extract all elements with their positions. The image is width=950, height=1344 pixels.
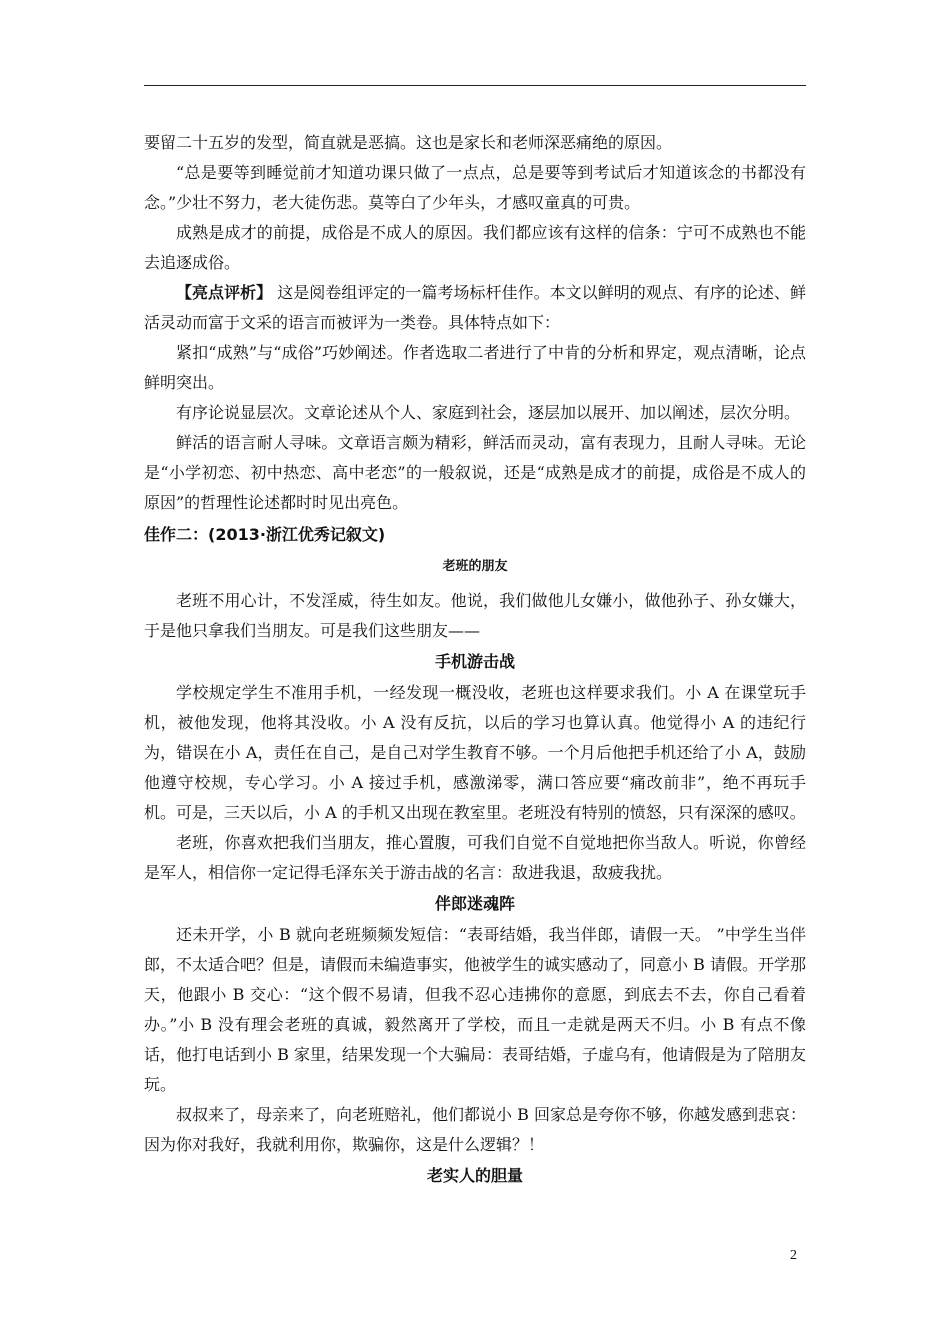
page-number: 2 bbox=[790, 1248, 797, 1263]
section-title: 手机游击战 bbox=[434, 652, 515, 671]
paragraph: 成熟是成才的前提，成俗是不成人的原因。我们都应该有这样的信条：宁可不成熟也不能去追逐成俗。 bbox=[144, 223, 806, 272]
document-body bbox=[144, 128, 806, 1192]
section-paragraph: 学校规定学生不准用手机，一经发现一概没收，老班也这样要求我们。小 A 在课堂玩手机，被他发现，他将其没收。小 A 没有反抗，以后的学习也算认真。他觉得小 A 的违纪行为，错误在小 A，责任在自己，是自己对学生教育不够。一个月后他把手机还给了小 A，鼓励他遵守校规，专心学习。小 A 接过手机，感激涕零，满口答应要“痛改前非”，绝不再玩手机。可是，三天以后，小 A 的手机又出现在教室里。老班没有特别的愤怒，只有深深的感叹。 bbox=[144, 683, 806, 822]
review-point: 有序论说显层次。文章论述从个人、家庭到社会，逐层加以展开、加以阐述，层次分明。 bbox=[176, 403, 801, 422]
section-title: 老实人的胆量 bbox=[426, 1166, 523, 1185]
section-paragraph: 还未开学，小 B 就向老班频频发短信：“表哥结婚，我当伴郎，请假一天。 ”中学生当伴郎，不太适合吧？但是，请假而未编造事实，他被学生的诚实感动了，同意小 B 请假。开学那天，他跟小 B 交心：“这个假不易请，但我不忍心违拂你的意愿，到底去不去，你自己看着办。”小 B 没有理会老班的真诚，毅然离开了学校，而且一走就是两天不归。小 B 有点不像话，他打电话到小 B 家里，结果发现一个大骗局：表哥结婚，子虚乌有，他请假是为了陪朋友玩。 bbox=[144, 925, 806, 1094]
review-label: 【亮点评析】 bbox=[176, 283, 273, 302]
review-text: 这是阅卷组评定的一篇考场标杆佳作。本文以鲜明的观点、有序的论述、鲜活灵动而富于文采的语言而被评为一类卷。具体特点如下： bbox=[144, 283, 806, 332]
review-paragraph bbox=[144, 278, 806, 338]
section-paragraph: 叔叔来了，母亲来了，向老班赔礼，他们都说小 B 回家总是夸你不够，你越发感到悲哀：因为你对我好，我就利用你，欺骗你，这是什么逻辑？！ bbox=[144, 1105, 806, 1154]
paragraph: “总是要等到睡觉前才知道功课只做了一点点，总是要等到考试后才知道该念的书都没有念。”少壮不努力，老大徒伤悲。莫等白了少年头，才感叹童真的可贵。 bbox=[144, 163, 806, 212]
essay-title: 老班的朋友 bbox=[442, 559, 508, 574]
paragraph: 要留二十五岁的发型，简直就是恶搞。这也是家长和老师深恶痛绝的原因。 bbox=[144, 133, 673, 152]
review-point: 鲜活的语言耐人寻味。文章语言颇为精彩，鲜活而灵动，富有表现力，且耐人寻味。无论是“小学初恋、初中热恋、高中老恋”的一般叙说，还是“成熟是成才的前提，成俗是不成人的原因”的哲理性论述都时时见出亮色。 bbox=[144, 433, 806, 512]
header-rule bbox=[144, 85, 806, 86]
review-point: 紧扣“成熟”与“成俗”巧妙阐述。作者选取二者进行了中肯的分析和界定，观点清晰，论点鲜明突出。 bbox=[144, 343, 806, 392]
essay-header: 佳作二：(2013·浙江优秀记叙文) bbox=[144, 525, 386, 544]
section-paragraph: 老班，你喜欢把我们当朋友，推心置腹，可我们自觉不自觉地把你当敌人。听说，你曾经是军人，相信你一定记得毛泽东关于游击战的名言：敌进我退，敌疲我扰。 bbox=[144, 833, 806, 882]
section-title: 伴郎迷魂阵 bbox=[434, 894, 515, 913]
essay-intro: 老班不用心计，不发淫威，待生如友。他说，我们做他儿女嫌小，做他孙子、孙女嫌大，于是他只拿我们当朋友。可是我们这些朋友—— bbox=[144, 591, 806, 640]
